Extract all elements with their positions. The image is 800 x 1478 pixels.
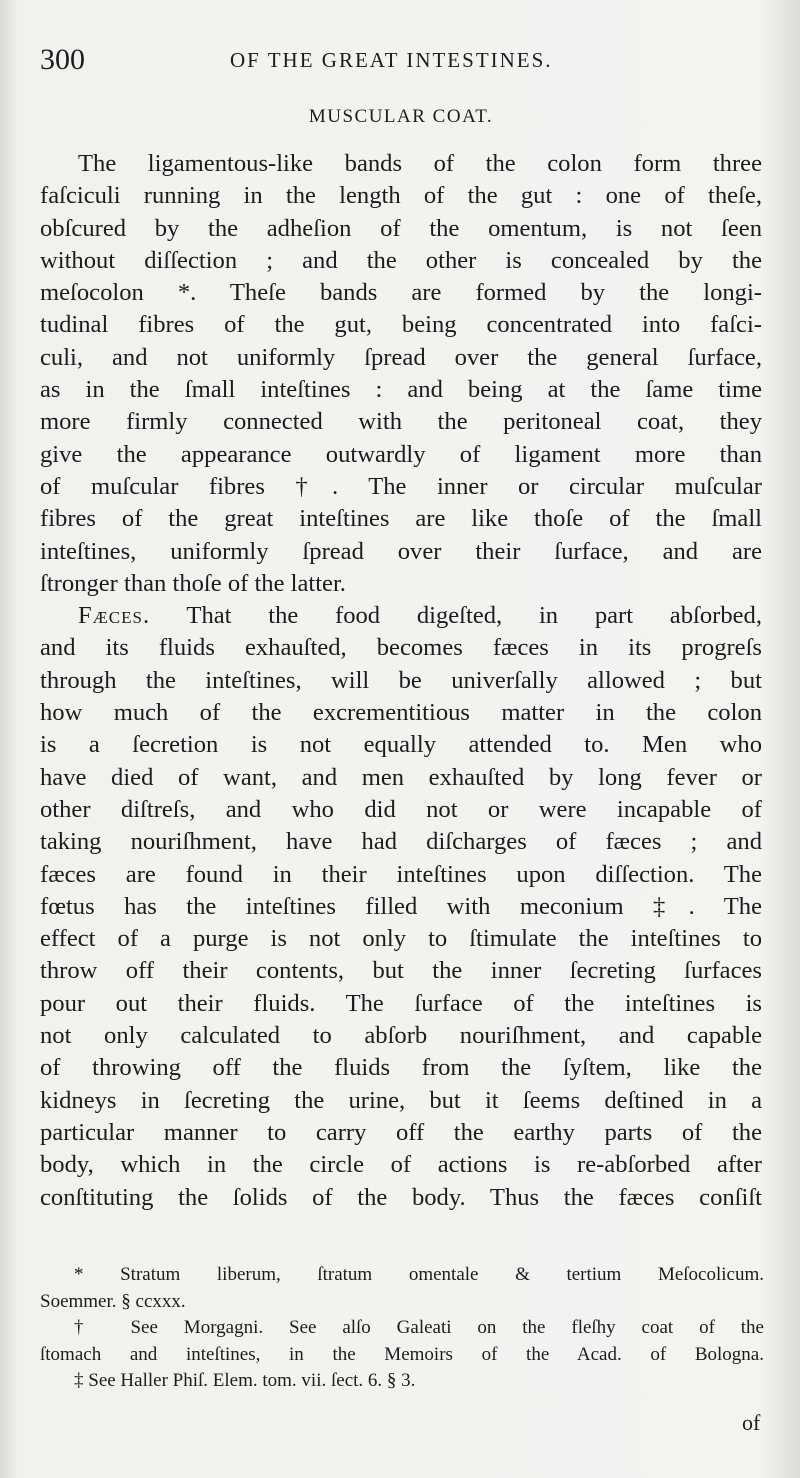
text-line: effect of a purge is not only to ſtimulate the inteſtines to	[40, 925, 762, 953]
text-line: kidneys in ſecreting the urine, but it ſeems deſtined in a	[40, 1086, 762, 1114]
text-line: not only calculated to abſorb nouriſhment, and capable	[40, 1022, 762, 1050]
footnote-1: * Stratum liberum, ſtratum omentale & tertium Meſocolicum.	[74, 1264, 764, 1285]
text-line: fœtus has the inteſtines filled with meconium ‡. The	[40, 892, 762, 920]
text-line: fibres of the great inteſtines are like thoſe of the ſmall	[40, 505, 762, 533]
text-line: particular manner to carry off the earthy parts of the	[40, 1118, 762, 1146]
text-line: That the food digeſted, in part abſorbed,	[186, 602, 762, 630]
text-line: as in the ſmall inteſtines : and being at the ſame time	[40, 376, 762, 404]
text-line: obſcured by the adheſion of the omentum, is not ſeen	[40, 214, 762, 242]
text-line: more firmly connected with the peritoneal coat, they	[40, 408, 762, 436]
page-number: 300	[40, 43, 85, 76]
footnotes	[40, 1262, 764, 1395]
faeces-term: Fæces.	[78, 602, 151, 630]
text-line: through the inteſtines, will be univerſally allowed ; but	[40, 666, 762, 694]
footnote-3: ‡ See Haller Phiſ. Elem. tom. vii. ſect. 6. § 3.	[74, 1370, 416, 1391]
text-line: of throwing off the fluids from the ſyſtem, like the	[40, 1054, 762, 1082]
text-line: pour out their fluids. The ſurface of the inteſtines is	[40, 989, 762, 1017]
footnote-2: † See Morgagni. See alſo Galeati on the fleſhy coat of the	[74, 1317, 764, 1338]
text-line: body, which in the circle of actions is re-abſorbed after	[40, 1151, 762, 1179]
text-line: The ligamentous-like bands of the colon form three	[78, 150, 762, 177]
text-line: tudinal fibres of the gut, being concentrated into faſci-	[40, 311, 762, 339]
text-line: inteſtines, uniformly ſpread over their ſurface, and are	[40, 537, 762, 565]
text-line: of muſcular fibres †. The inner or circular muſcular	[40, 472, 762, 500]
text-line: have died of want, and men exhauſted by long fever or	[40, 763, 762, 791]
text-line: meſocolon *. Theſe bands are formed by the longi-	[40, 279, 762, 307]
faeces-paragraph-start	[40, 600, 762, 632]
text-line: ſtronger than thoſe of the latter.	[40, 569, 346, 597]
section-heading: MUSCULAR COAT.	[308, 106, 494, 127]
text-line: other diſtreſs, and who did not or were incapable of	[40, 795, 762, 823]
text-line: culi, and not uniformly ſpread over the general ſurface,	[40, 343, 762, 371]
running-head: OF THE GREAT INTESTINES.	[230, 48, 553, 72]
text-line: taking nouriſhment, have had diſcharges of fæces ; and	[40, 828, 762, 856]
text-line: and its fluids exhauſted, becomes fæces in its progreſs	[40, 634, 762, 662]
text-line: throw off their contents, but the inner ſecreting ſurfaces	[40, 957, 762, 985]
text-line: how much of the excrementitious matter in the colon	[40, 699, 762, 727]
catchword: of	[742, 1410, 761, 1435]
text-line: is a ſecretion is not equally attended to. Men who	[40, 731, 762, 759]
footnote-1-continued: Soemmer. § ccxxx.	[40, 1290, 186, 1312]
text-line: fæces are found in their inteſtines upon diſſection. The	[40, 860, 762, 888]
text-line: conſtituting the ſolids of the body. Thus the fæces conſiſt	[40, 1183, 762, 1211]
text-line: give the appearance outwardly of ligament more than	[40, 440, 762, 468]
footnote-2-continued: ſtomach and inteſtines, in the Memoirs of the Acad. of Bologna.	[40, 1343, 764, 1365]
text-line: faſciculi running in the length of the gut : one of theſe,	[40, 182, 762, 210]
page-header	[40, 40, 762, 80]
body-text	[40, 148, 762, 1214]
text-line: without diſſection ; and the other is concealed by the	[40, 246, 762, 274]
